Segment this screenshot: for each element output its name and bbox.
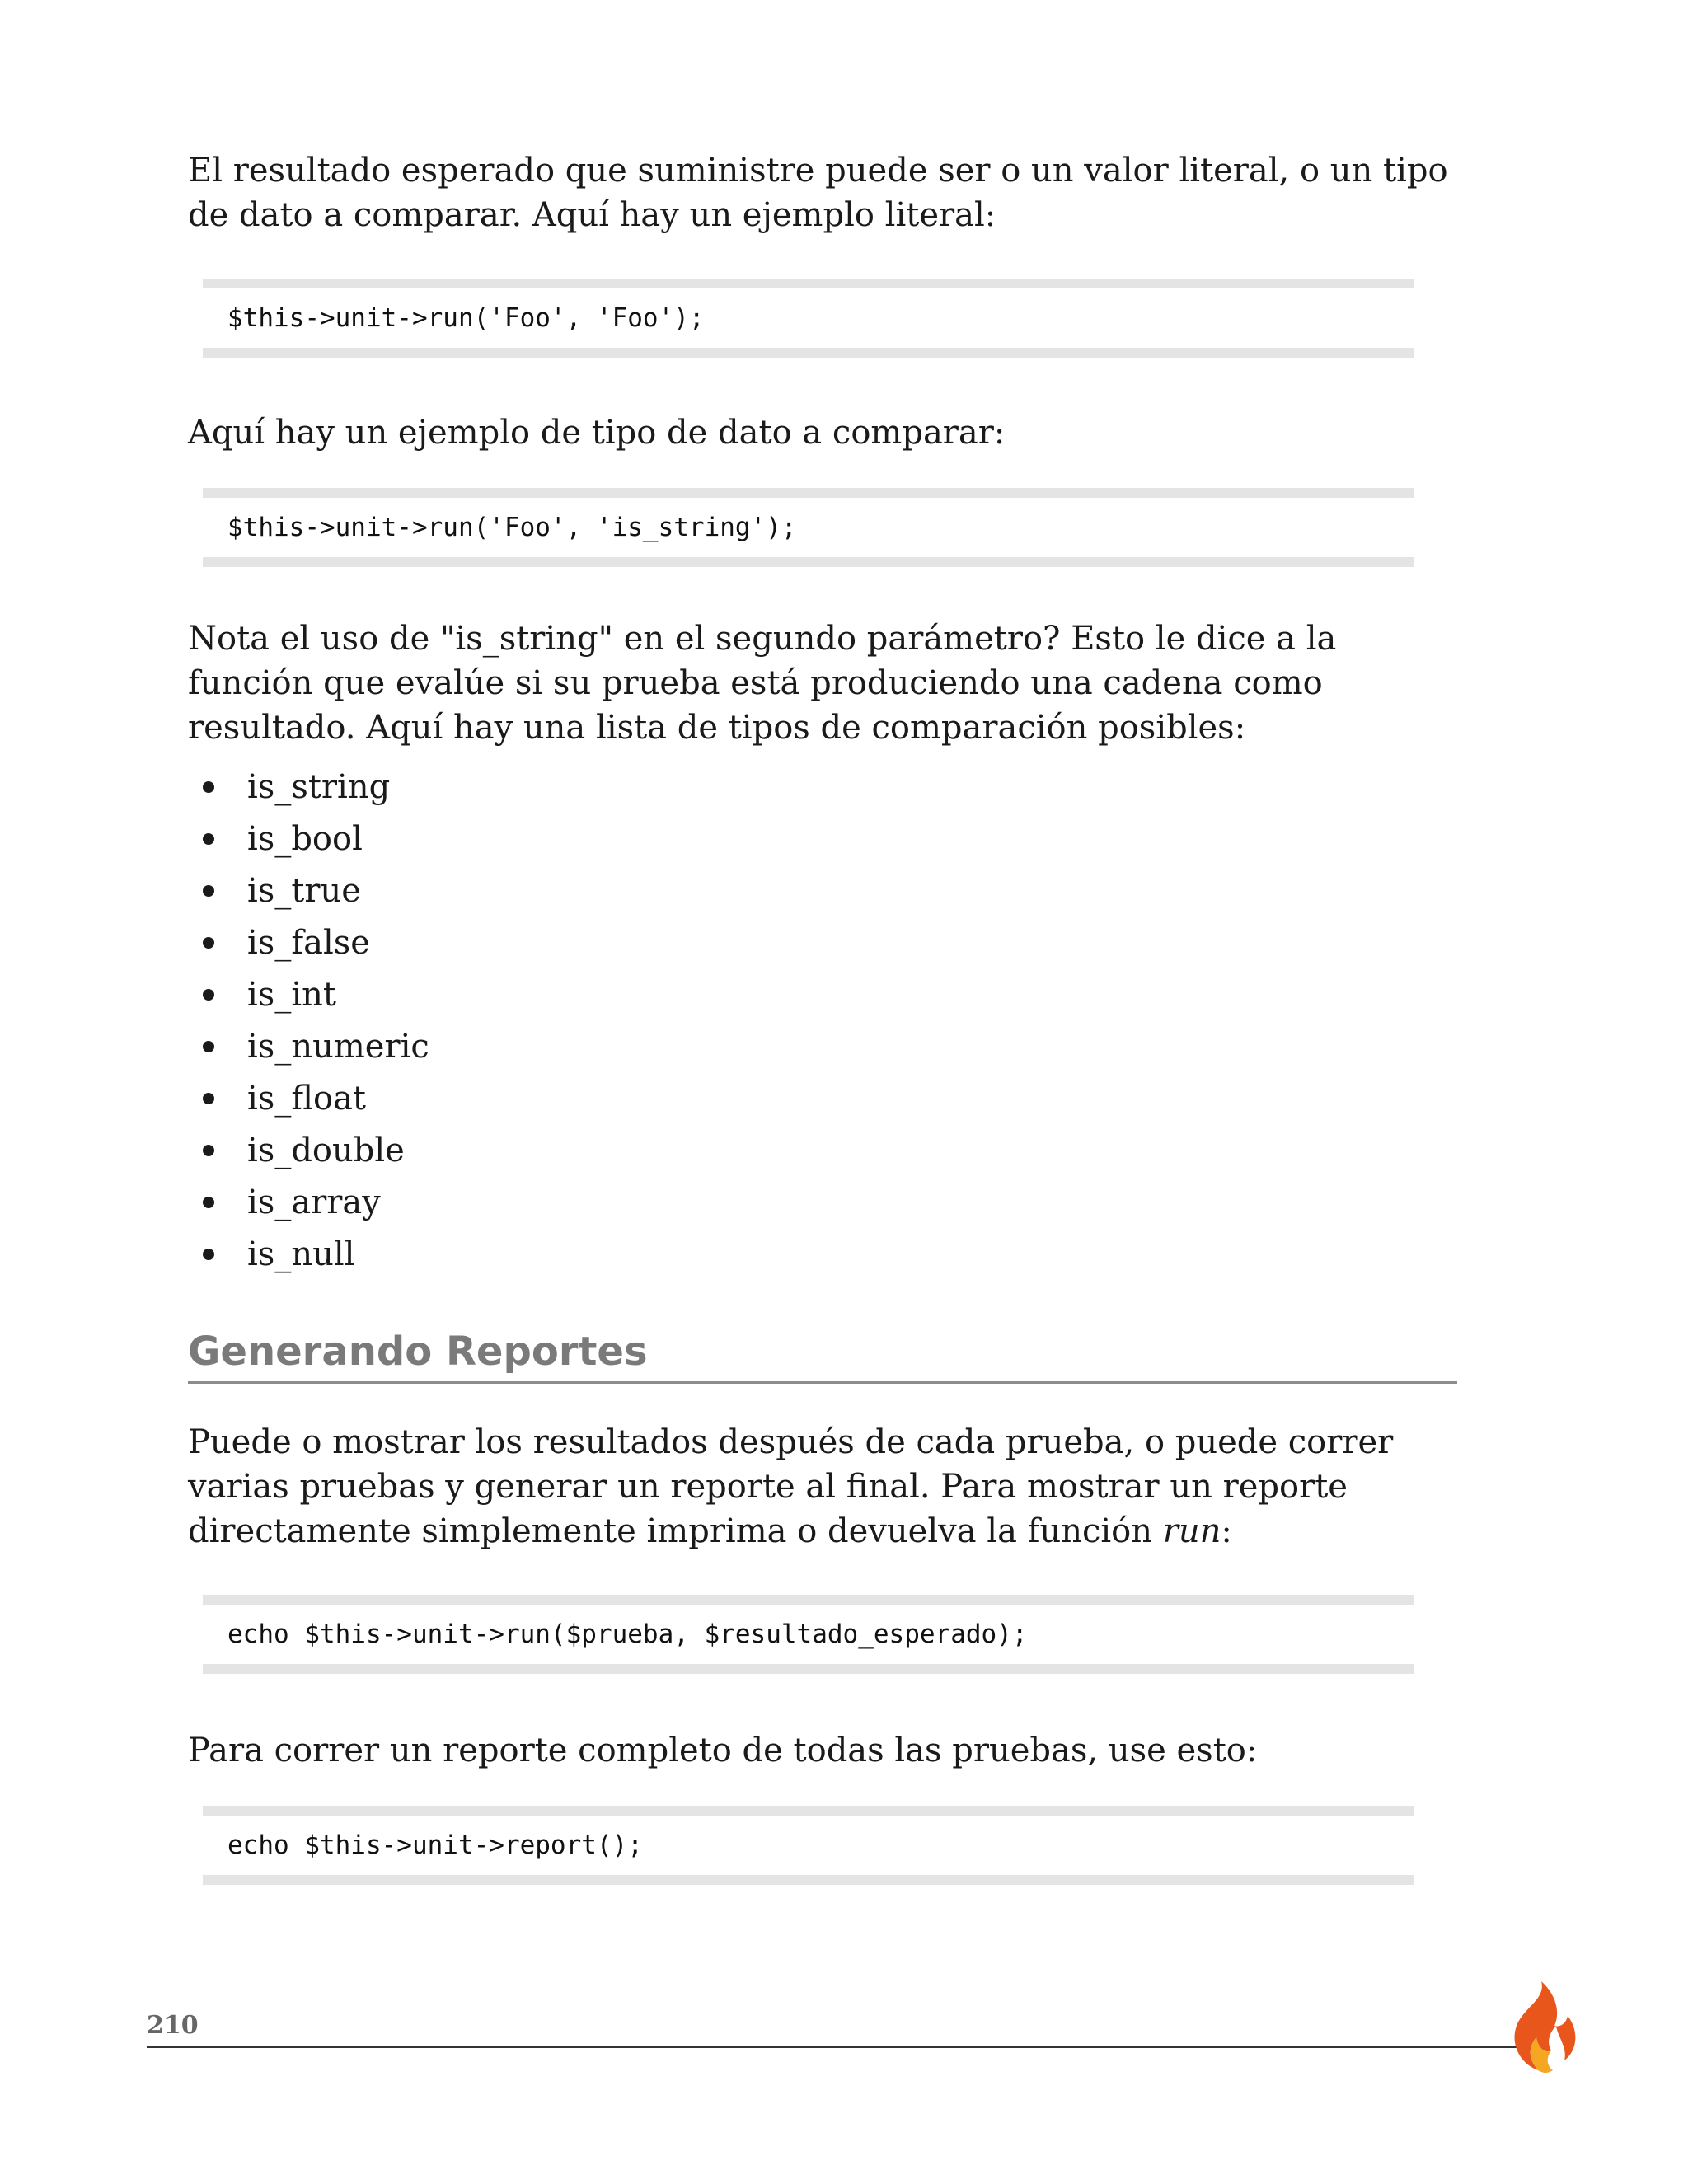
- list-item-label: is_numeric: [247, 1028, 429, 1066]
- flame-logo-icon: [1498, 1978, 1581, 2077]
- bullet-icon: [203, 1249, 214, 1260]
- list-item-label: is_false: [247, 924, 370, 962]
- list-item-label: is_array: [247, 1183, 381, 1221]
- list-item-label: is_bool: [247, 820, 363, 858]
- section-heading: Generando Reportes: [188, 1327, 1457, 1384]
- bullet-icon: [203, 833, 214, 845]
- run-function-name: run: [1162, 1512, 1221, 1550]
- code-block-echo-run: echo $this->unit->run($prueba, $resultado_esperado);: [203, 1595, 1414, 1674]
- bullet-icon: [203, 781, 214, 793]
- list-item: [188, 1125, 1457, 1177]
- bullet-icon: [203, 1145, 214, 1156]
- list-item: [188, 1021, 1457, 1073]
- paragraph-reports-colon: :: [1221, 1512, 1232, 1550]
- list-item-label: is_int: [247, 976, 336, 1014]
- bullet-icon: [203, 989, 214, 1001]
- list-item-label: is_string: [247, 768, 391, 806]
- list-item-label: is_null: [247, 1235, 355, 1273]
- paragraph-reports-text: Puede o mostrar los resultados después de cada prueba, o puede correr varias pruebas y generar un reporte al final. Para mostrar un reporte directamente simplemente imprima o devuelva la función: [188, 1423, 1394, 1550]
- list-item: [188, 1177, 1457, 1229]
- list-item: [188, 1229, 1457, 1281]
- page-content: [188, 148, 1457, 1885]
- paragraph-type-example: Aquí hay un ejemplo de tipo de dato a comparar:: [188, 414, 1006, 452]
- bullet-icon: [203, 1041, 214, 1052]
- list-item: [188, 1073, 1457, 1125]
- footer-divider: [147, 2046, 1523, 2048]
- code-block-literal: $this->unit->run('Foo', 'Foo');: [203, 279, 1414, 358]
- list-item-label: is_float: [247, 1080, 367, 1118]
- list-item: [188, 917, 1457, 969]
- list-item: [188, 969, 1457, 1021]
- bullet-icon: [203, 937, 214, 949]
- code-block-type: $this->unit->run('Foo', 'is_string');: [203, 488, 1414, 567]
- list-item: [188, 865, 1457, 917]
- paragraph-is-string-note: Nota el uso de "is_string" en el segundo parámetro? Esto le dice a la función que evalúe si su prueba está produciendo una cadena como resultado. Aquí hay una lista de tipos de comparación posibles:: [188, 620, 1337, 747]
- paragraph-reports: [188, 1420, 1457, 1554]
- paragraph-full-report: Para correr un reporte completo de todas las pruebas, use esto:: [188, 1732, 1258, 1769]
- code-block-report: echo $this->unit->report();: [203, 1806, 1414, 1885]
- page-number: 210: [147, 2011, 199, 2040]
- bullet-icon: [203, 1197, 214, 1208]
- paragraph-intro: El resultado esperado que suministre puede ser o un valor literal, o un tipo de dato a comparar. Aquí hay un ejemplo literal:: [188, 152, 1448, 234]
- list-item: [188, 762, 1457, 813]
- bullet-icon: [203, 1093, 214, 1104]
- list-item-label: is_double: [247, 1132, 405, 1169]
- bullet-icon: [203, 885, 214, 897]
- comparison-types-list: [188, 762, 1457, 1281]
- list-item: [188, 813, 1457, 865]
- list-item-label: is_true: [247, 872, 361, 910]
